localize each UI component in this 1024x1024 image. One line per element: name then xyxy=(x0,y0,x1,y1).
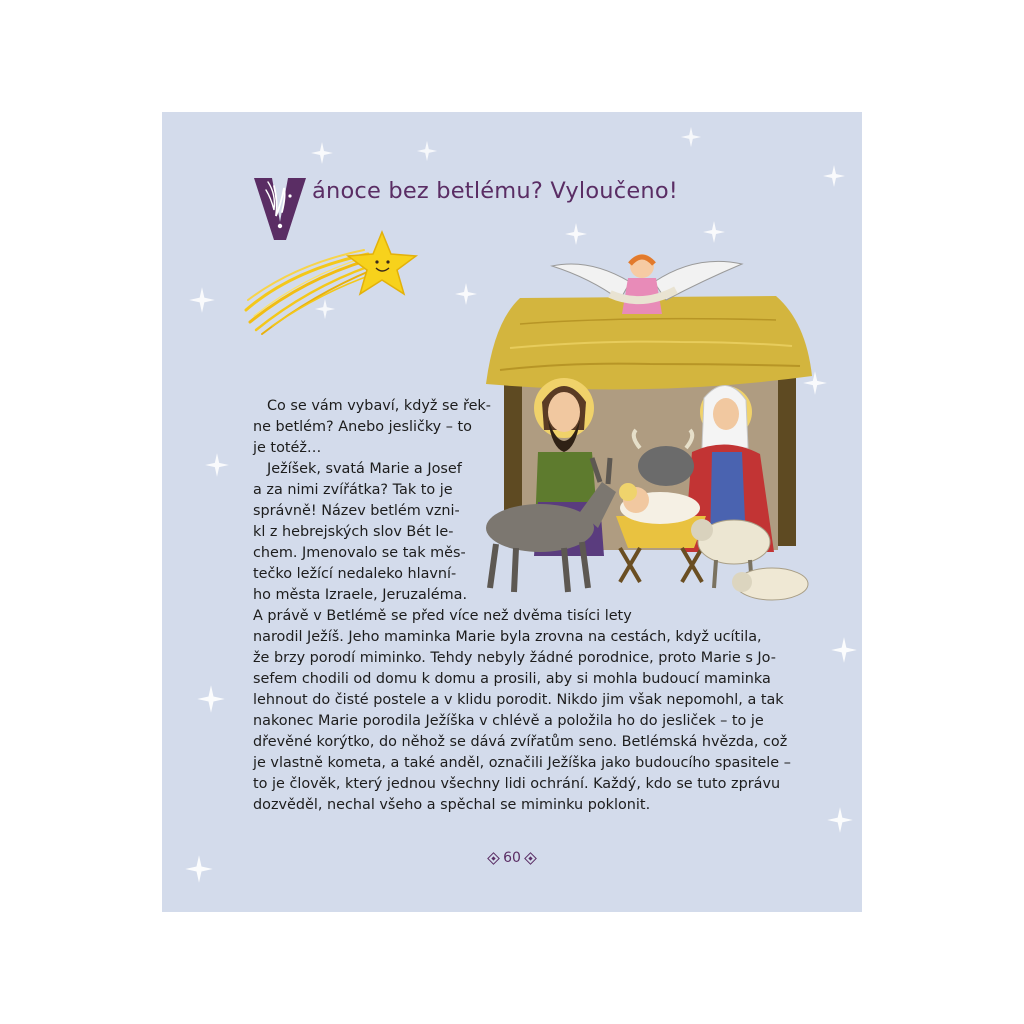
text-line: Ježíšek, svatá Marie a Josef xyxy=(267,461,462,477)
text-line: Co se vám vybaví, když se řek- xyxy=(267,398,491,414)
diamond-ornament-icon xyxy=(524,852,537,865)
sparkle-icon xyxy=(680,126,702,148)
page-number xyxy=(480,850,544,870)
text-line: to je člověk, který jednou všechny lidi ochrání. Každý, kdo se tuto zprávu xyxy=(253,776,781,792)
text-line: narodil Ježíš. Jeho maminka Marie byla zrovna na cestách, když ucítila, xyxy=(253,629,762,645)
sparkle-icon xyxy=(564,222,588,246)
sparkle-icon xyxy=(310,141,334,165)
text-line: je totéž… xyxy=(253,440,322,456)
text-line: že brzy porodí miminko. Tehdy nebyly žádné porodnice, proto Marie s Jo- xyxy=(253,650,776,666)
text-line: je vlastně kometa, a také anděl, označili Ježíška jako budoucího spasitele – xyxy=(253,755,791,771)
text-line: správně! Název betlém vzni- xyxy=(253,503,460,519)
text-line: dozvěděl, nechal všeho a spěchal se miminku poklonit. xyxy=(253,797,651,813)
sparkle-icon xyxy=(830,636,858,664)
page-number-text: 60 xyxy=(503,850,521,866)
text-line: A právě v Betlémě se před více než dvěma tisíci lety xyxy=(253,608,632,624)
sparkle-icon xyxy=(822,164,846,188)
text-line: nakonec Marie porodila Ježíška v chlévě a položila ho do jesliček – to je xyxy=(253,713,764,729)
text-line: kl z hebrejských slov Bét le- xyxy=(253,524,454,540)
text-line: a za nimi zvířátka? Tak to je xyxy=(253,482,453,498)
title-text: ánoce bez betlému? Vyloučeno! xyxy=(312,178,679,204)
text-line: tečko ležící nedaleko hlavní- xyxy=(253,566,457,582)
sparkle-icon xyxy=(204,452,230,478)
text-line: ho města Izraele, Jeruzaléma. xyxy=(253,587,468,603)
sparkle-icon xyxy=(702,220,726,244)
text-line: ne betlém? Anebo jesličky – to xyxy=(253,419,472,435)
comet-star-icon xyxy=(242,230,422,338)
sparkle-icon xyxy=(188,286,216,314)
text-line: lehnout do čisté postele a v klidu porodit. Nikdo jim však nepomohl, a tak xyxy=(253,692,784,708)
sparkle-icon xyxy=(454,282,478,306)
book-page xyxy=(162,112,862,912)
text-line: sefem chodili od domu k domu a prosili, aby si mohla budoucí maminka xyxy=(253,671,771,687)
sparkle-icon xyxy=(826,806,854,834)
text-line: chem. Jmenovalo se tak měs- xyxy=(253,545,466,561)
diamond-ornament-icon xyxy=(487,852,500,865)
sparkle-icon xyxy=(184,854,214,884)
sparkle-icon xyxy=(196,684,226,714)
nativity-illustration xyxy=(480,252,822,608)
text-line: dřevěné korýtko, do něhož se dává zvířatům seno. Betlémská hvězda, což xyxy=(253,734,788,750)
sparkle-icon xyxy=(416,140,438,162)
